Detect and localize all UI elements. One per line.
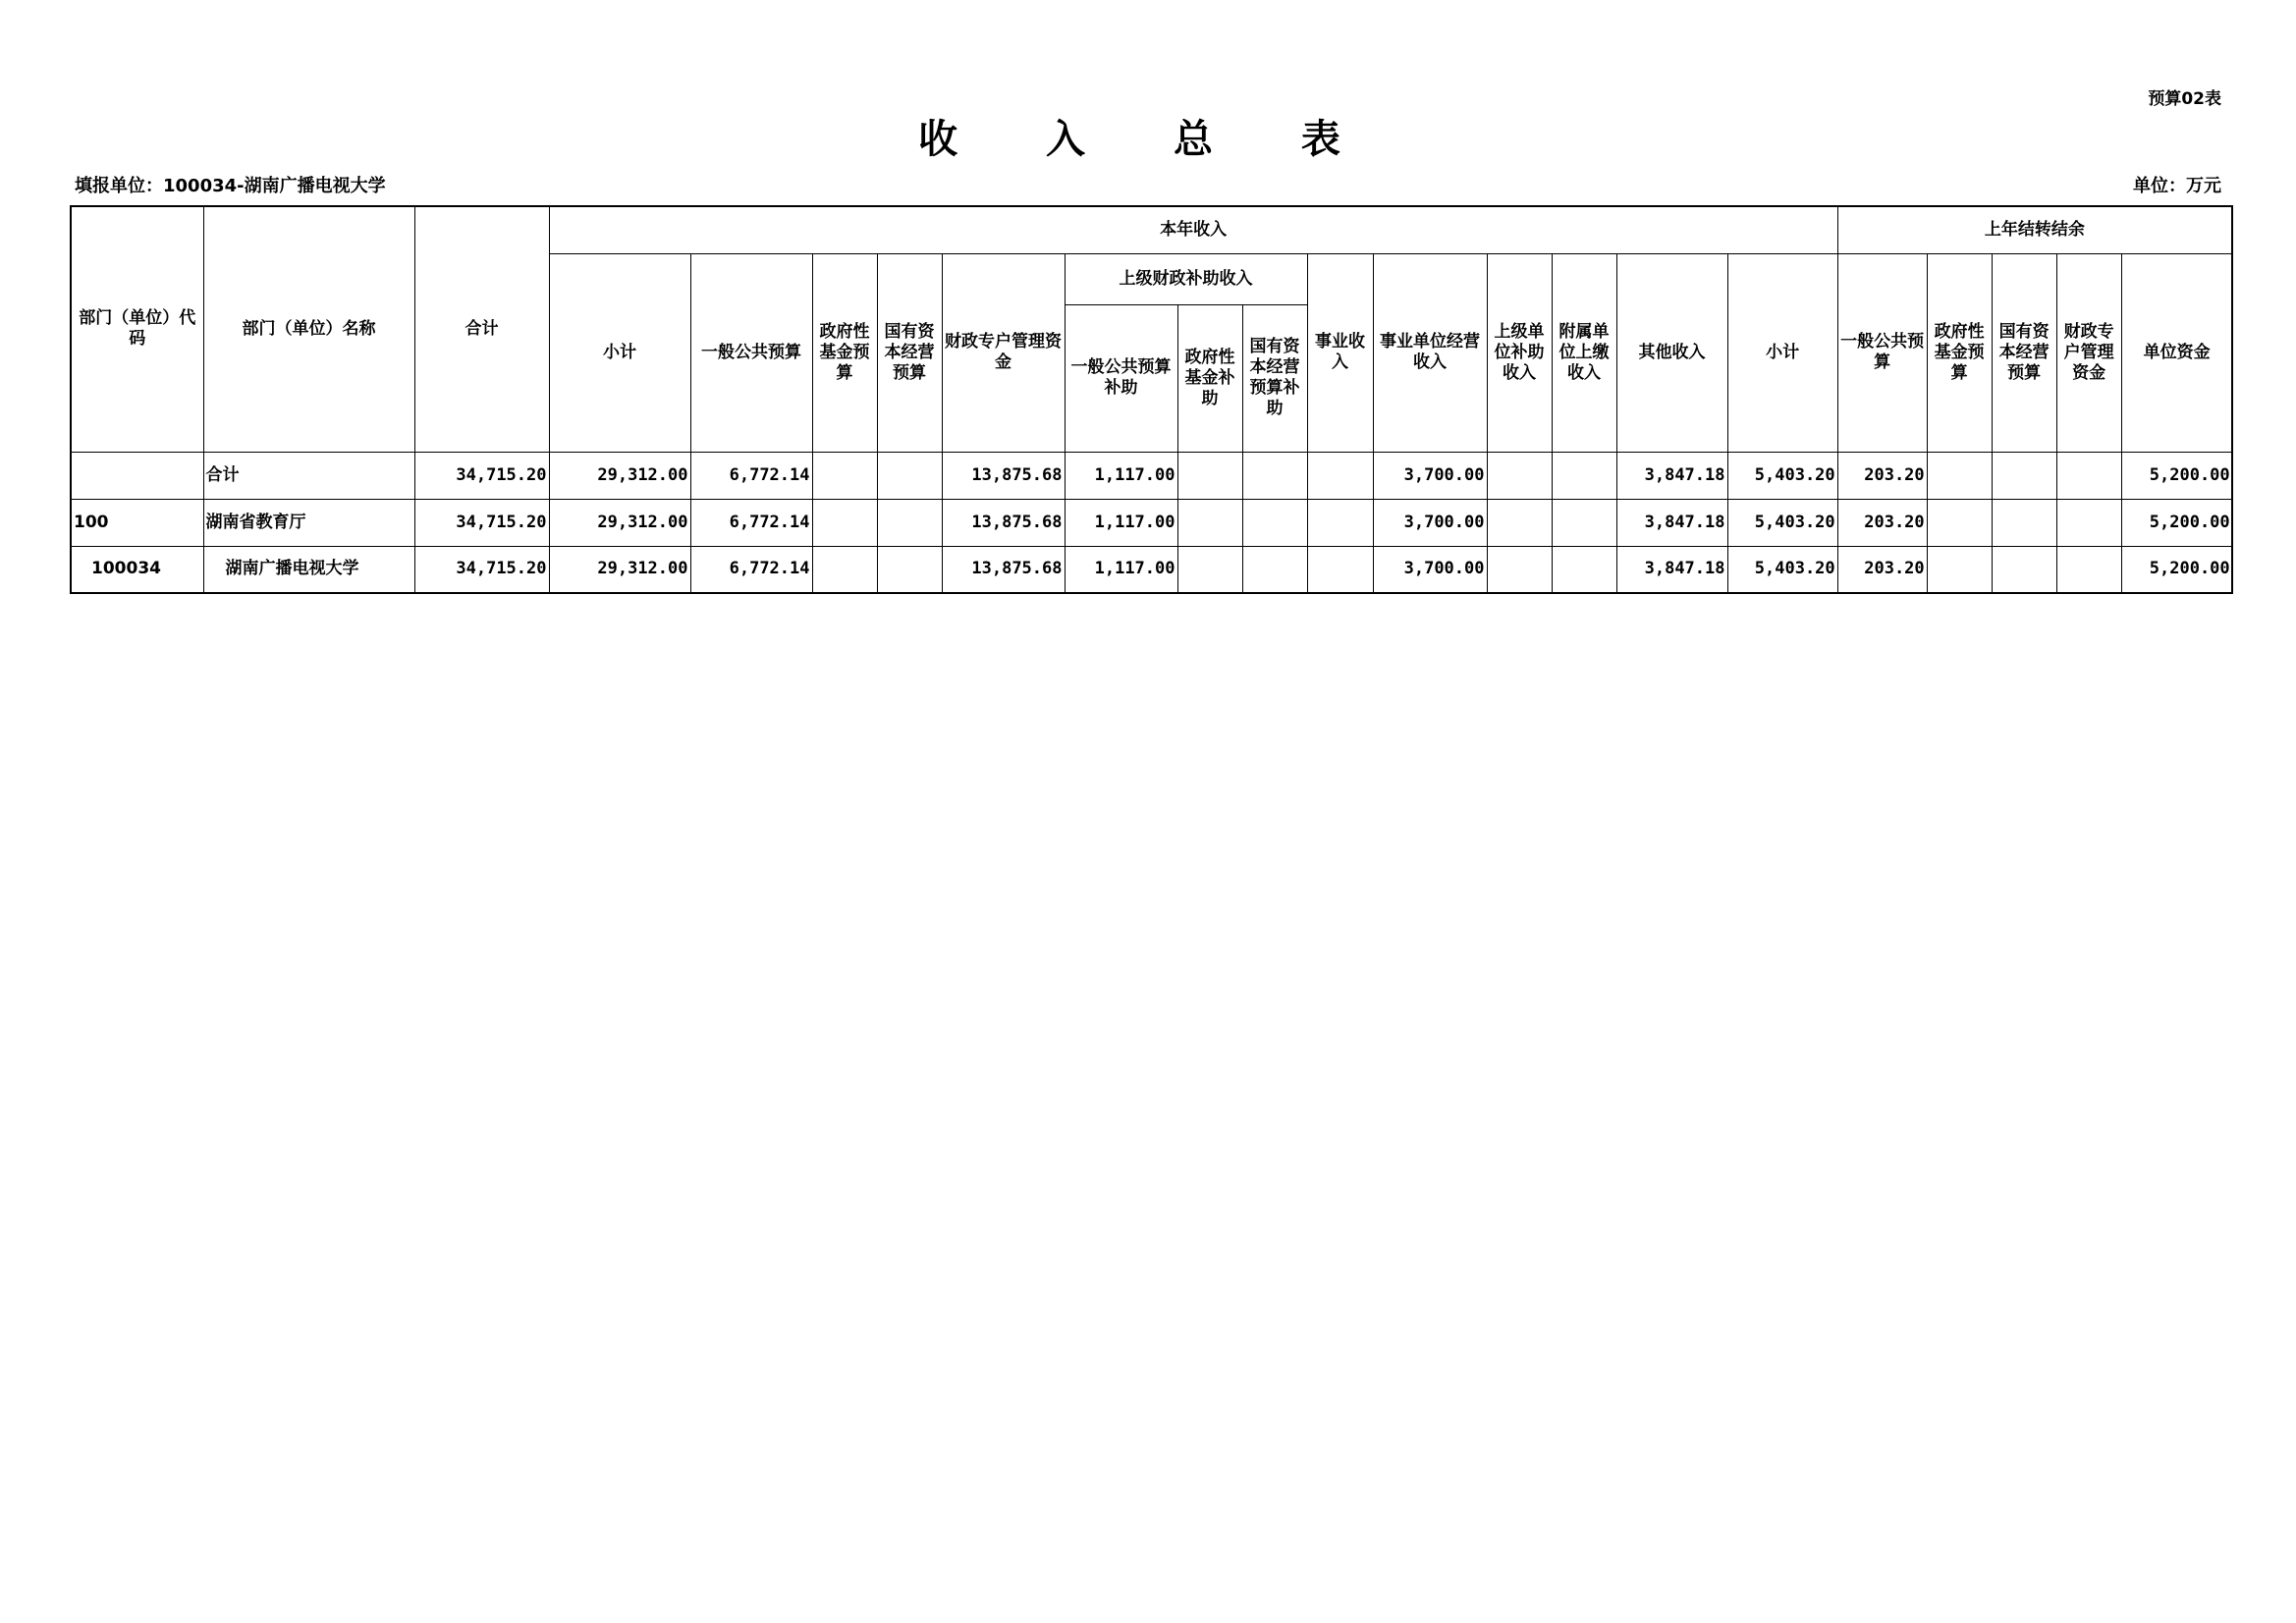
cell-ly-unit-fund: 5,200.00 xyxy=(2121,452,2232,499)
reporting-unit: 填报单位：100034-湖南广播电视大学 xyxy=(75,176,386,196)
cell-ty-other: 3,847.18 xyxy=(1616,452,1727,499)
cell-total: 34,715.20 xyxy=(414,546,549,593)
cell-ty-subtotal: 29,312.00 xyxy=(549,499,690,546)
header-dept-name: 部门（单位）名称 xyxy=(203,206,414,452)
header-ty-sup-general: 一般公共预算补助 xyxy=(1065,304,1177,452)
header-ty-other: 其他收入 xyxy=(1616,253,1727,452)
cell-ty-subtotal: 29,312.00 xyxy=(549,546,690,593)
cell-ty-sup-gov-fund xyxy=(1177,452,1242,499)
cell-ty-gov-fund xyxy=(812,546,877,593)
cell-ly-gov-fund xyxy=(1927,546,1992,593)
header-ty-superior-subsidy: 上级财政补助收入 xyxy=(1065,253,1307,304)
header-ty-operating-income: 事业单位经营收入 xyxy=(1373,253,1487,452)
cell-ty-sup-unit xyxy=(1487,499,1552,546)
header-ty-affiliated: 附属单位上缴收入 xyxy=(1552,253,1616,452)
cell-ty-sup-unit xyxy=(1487,546,1552,593)
currency-unit: 单位：万元 xyxy=(2133,176,2221,196)
cell-total: 34,715.20 xyxy=(414,452,549,499)
cell-ty-gov-fund xyxy=(812,452,877,499)
cell-ty-special: 13,875.68 xyxy=(942,499,1065,546)
table-row xyxy=(71,499,2232,546)
cell-ty-state-cap xyxy=(877,452,942,499)
cell-ty-sup-state-cap xyxy=(1242,452,1307,499)
cell-ty-subtotal: 29,312.00 xyxy=(549,452,690,499)
table-row xyxy=(71,452,2232,499)
cell-ly-state-cap xyxy=(1992,499,2056,546)
page-title: 收 入 总 表 xyxy=(918,117,1378,162)
cell-ly-subtotal: 5,403.20 xyxy=(1727,546,1837,593)
cell-ly-general: 203.20 xyxy=(1837,546,1927,593)
header-total: 合计 xyxy=(414,206,549,452)
cell-total: 34,715.20 xyxy=(414,499,549,546)
cell-ty-sup-general: 1,117.00 xyxy=(1065,546,1177,593)
header-ly-unit-fund: 单位资金 xyxy=(2121,253,2232,452)
cell-ty-affiliated xyxy=(1552,499,1616,546)
cell-ty-general: 6,772.14 xyxy=(690,499,812,546)
cell-ly-unit-fund: 5,200.00 xyxy=(2121,499,2232,546)
cell-ly-general: 203.20 xyxy=(1837,499,1927,546)
cell-ly-state-cap xyxy=(1992,452,2056,499)
cell-ly-subtotal: 5,403.20 xyxy=(1727,499,1837,546)
cell-ty-state-cap xyxy=(877,546,942,593)
cell-ly-gov-fund xyxy=(1927,452,1992,499)
cell-ty-sup-gov-fund xyxy=(1177,499,1242,546)
header-ly-gov-fund: 政府性基金预算 xyxy=(1927,253,1992,452)
cell-ty-sup-general: 1,117.00 xyxy=(1065,499,1177,546)
cell-ty-special: 13,875.68 xyxy=(942,546,1065,593)
cell-ty-operating: 3,700.00 xyxy=(1373,452,1487,499)
cell-ty-sup-state-cap xyxy=(1242,546,1307,593)
header-ty-gov-fund: 政府性基金预算 xyxy=(812,253,877,452)
cell-ly-state-cap xyxy=(1992,546,2056,593)
cell-code: 100 xyxy=(71,499,203,546)
header-ty-subtotal: 小计 xyxy=(549,253,690,452)
cell-ty-sup-gov-fund xyxy=(1177,546,1242,593)
table-row xyxy=(71,546,2232,593)
cell-ty-gov-fund xyxy=(812,499,877,546)
cell-ty-business xyxy=(1307,452,1373,499)
header-this-year-income: 本年收入 xyxy=(549,206,1837,253)
header-last-year-carryover: 上年结转结余 xyxy=(1837,206,2232,253)
cell-ty-sup-general: 1,117.00 xyxy=(1065,452,1177,499)
cell-ty-operating: 3,700.00 xyxy=(1373,499,1487,546)
cell-ty-affiliated xyxy=(1552,452,1616,499)
cell-code xyxy=(71,452,203,499)
header-ly-special-account: 财政专户管理资金 xyxy=(2056,253,2121,452)
header-ty-business-income: 事业收入 xyxy=(1307,253,1373,452)
cell-ly-special xyxy=(2056,499,2121,546)
cell-ty-sup-unit xyxy=(1487,452,1552,499)
cell-ly-subtotal: 5,403.20 xyxy=(1727,452,1837,499)
cell-ty-business xyxy=(1307,546,1373,593)
cell-ty-other: 3,847.18 xyxy=(1616,499,1727,546)
cell-ly-unit-fund: 5,200.00 xyxy=(2121,546,2232,593)
header-ty-state-capital: 国有资本经营预算 xyxy=(877,253,942,452)
cell-name: 合计 xyxy=(203,452,414,499)
cell-ty-other: 3,847.18 xyxy=(1616,546,1727,593)
header-ly-general-budget: 一般公共预算 xyxy=(1837,253,1927,452)
header-ly-subtotal: 小计 xyxy=(1727,253,1837,452)
header-ty-superior-unit: 上级单位补助收入 xyxy=(1487,253,1552,452)
header-ty-sup-state-capital: 国有资本经营预算补助 xyxy=(1242,304,1307,452)
header-ly-state-capital: 国有资本经营预算 xyxy=(1992,253,2056,452)
cell-name: 湖南广播电视大学 xyxy=(203,546,414,593)
cell-ly-gov-fund xyxy=(1927,499,1992,546)
cell-ly-special xyxy=(2056,546,2121,593)
cell-ly-general: 203.20 xyxy=(1837,452,1927,499)
header-ty-sup-gov-fund: 政府性基金补助 xyxy=(1177,304,1242,452)
header-dept-code: 部门（单位）代码 xyxy=(71,206,203,452)
cell-ty-general: 6,772.14 xyxy=(690,452,812,499)
form-number: 预算02表 xyxy=(2148,89,2221,109)
cell-ty-sup-state-cap xyxy=(1242,499,1307,546)
header-ty-special-account: 财政专户管理资金 xyxy=(942,253,1065,452)
cell-ty-special: 13,875.68 xyxy=(942,452,1065,499)
header-ty-general-budget: 一般公共预算 xyxy=(690,253,812,452)
income-summary-table xyxy=(70,205,2233,594)
cell-code: 100034 xyxy=(71,546,203,593)
cell-ly-special xyxy=(2056,452,2121,499)
cell-ty-state-cap xyxy=(877,499,942,546)
cell-ty-business xyxy=(1307,499,1373,546)
cell-ty-operating: 3,700.00 xyxy=(1373,546,1487,593)
cell-ty-general: 6,772.14 xyxy=(690,546,812,593)
cell-name: 湖南省教育厅 xyxy=(203,499,414,546)
cell-ty-affiliated xyxy=(1552,546,1616,593)
